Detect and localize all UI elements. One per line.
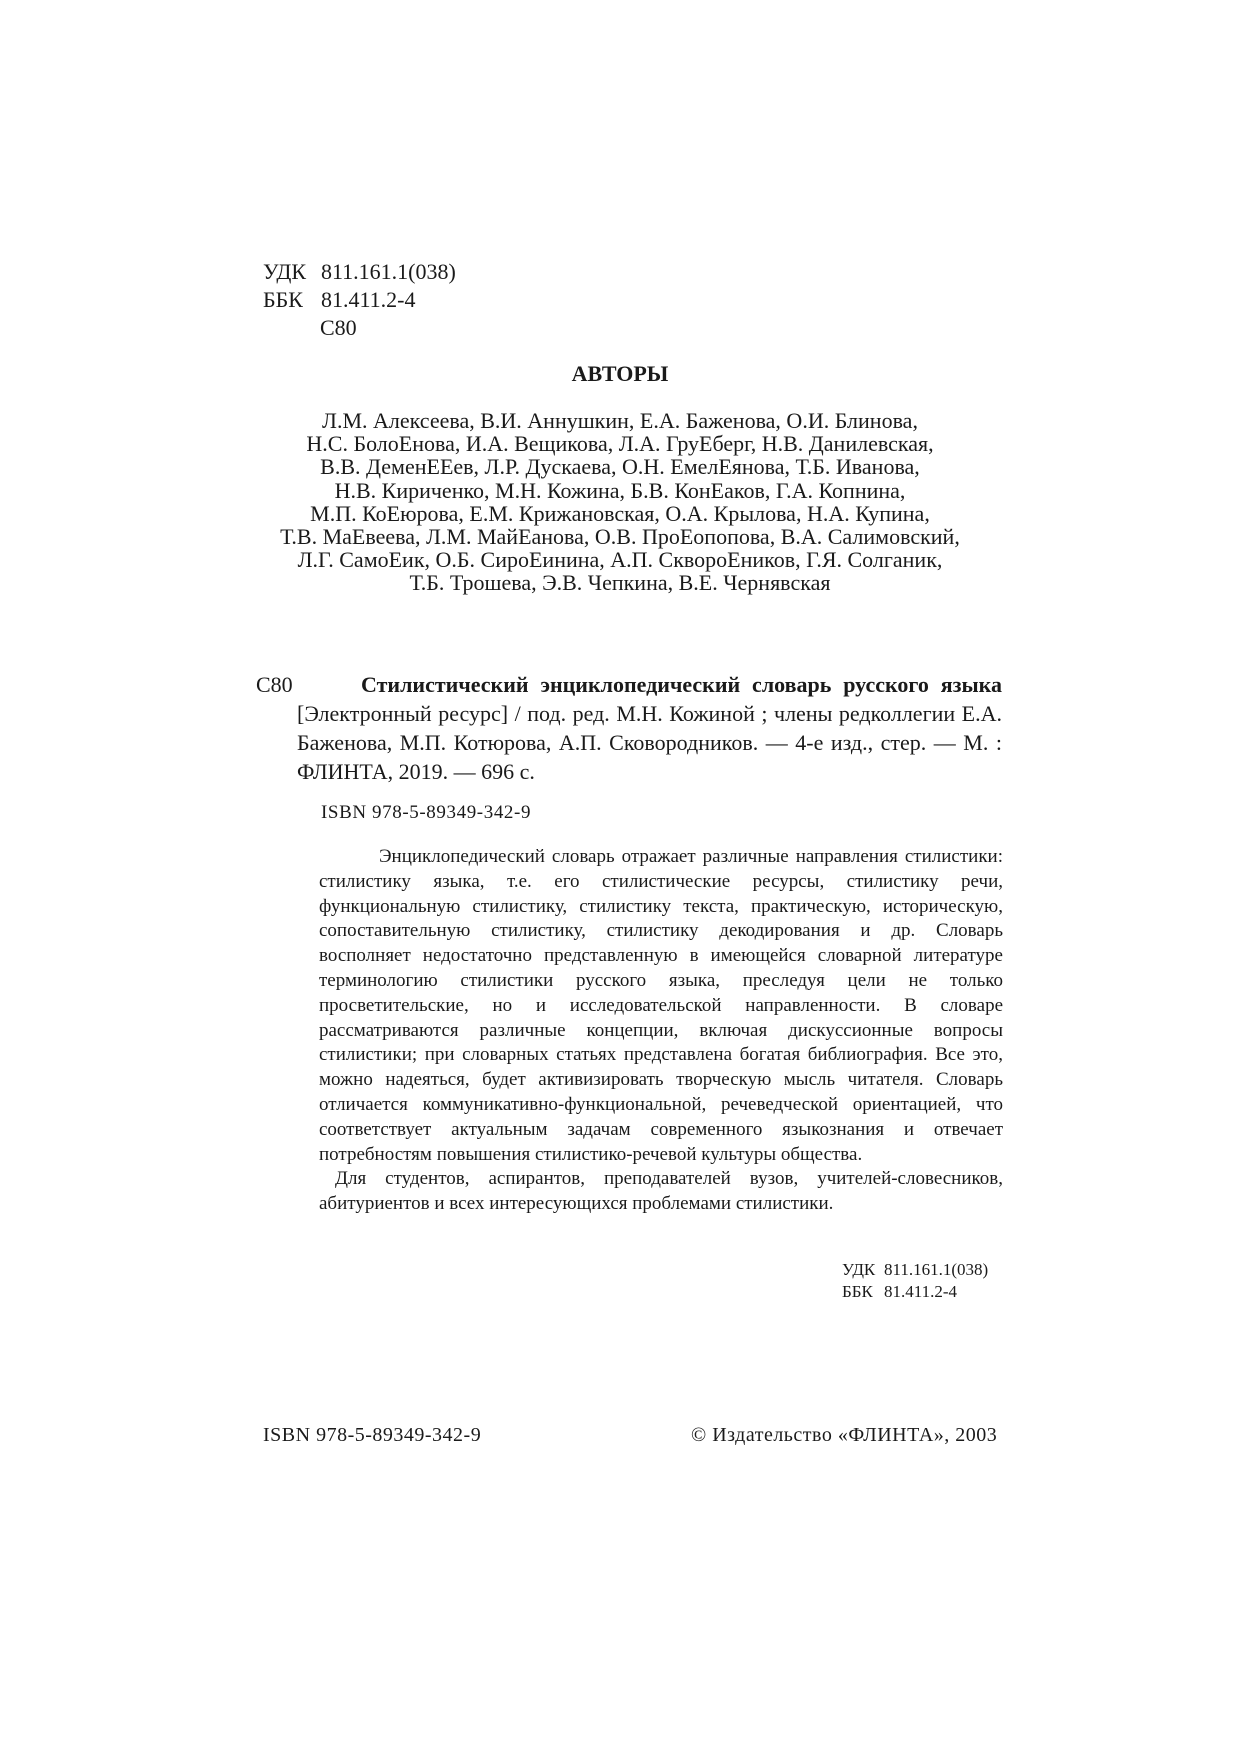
- authors-list: [0, 409, 1240, 595]
- bibliographic-entry: [297, 670, 1002, 786]
- footer-udk-row: [842, 1259, 988, 1281]
- bbk-row: [263, 286, 456, 314]
- footer-classification-codes: [842, 1259, 988, 1303]
- footer-isbn: ISBN 978-5-89349-342-9: [263, 1424, 482, 1446]
- udk-value: 811.161.1(038): [321, 259, 456, 284]
- bibliography-author-mark: С80: [256, 672, 293, 697]
- copyright-notice: © Издательство «ФЛИНТА», 2003: [691, 1424, 998, 1446]
- footer-udk-label: УДК: [842, 1260, 876, 1279]
- classification-codes: [263, 258, 456, 342]
- authors-line: Н.С. БолоЕнова, И.А. Вещикова, Л.А. ГруЕберг, Н.В. Данилевская,: [306, 431, 934, 457]
- udk-label: УДК: [263, 259, 307, 284]
- annotation-description: Энциклопедический словарь отражает различные направления стилистики: стилистику языка, т.е. его стилистические ресурсы, стилистику речи, функциональную стилистику, стилистику текста, практическую, историческую, сопоставительную стилистику, стилистику декодирования и др. Словарь восполняет недостаточно представленную в имеющейся словарной литературе терминологию стилистики русского языка, преследуя цели не только просветительские, но и исследовательской направленности. В словаре рассматриваются различные концепции, включая дискуссионные вопросы стилистики; при словарных статьях представлена богатая библиография. Все это, можно надеяться, будет активизировать творческую мысль читателя. Словарь отличается коммуникативно-функциональной, речеведческой ориентацией, что соответствует актуальным задачам современного языкознания и отвечает потребностям повышения стилистико-речевой культуры общества.: [319, 846, 1003, 1165]
- footer-bbk-row: [842, 1281, 988, 1303]
- authors-line: В.В. ДеменЕЕев, Л.Р. Дускаева, О.Н. ЕмелЕянова, Т.Б. Иванова,: [320, 454, 920, 480]
- isbn-entry: ISBN 978-5-89349-342-9: [321, 802, 532, 823]
- authors-line: Л.М. Алексеева, В.И. Аннушкин, Е.А. Баженова, О.И. Блинова,: [322, 408, 918, 433]
- bibliographic-details: [Электронный ресурс] / под. ред. М.Н. Кожиной ; члены редколлегии Е.А. Баженова, М.П. Котюрова, А.П. Сковородников. — 4-е изд., стер. — М. : ФЛИНТА, 2019. — 696 с.: [297, 701, 1002, 784]
- annotation: [319, 845, 1003, 1217]
- authors-line: Т.В. МаЕвеева, Л.М. МайЕанова, О.В. ПроЕопопова, В.А. Салимовский,: [280, 524, 960, 550]
- bbk-label: ББК: [263, 287, 303, 312]
- author-mark: С80: [320, 315, 357, 340]
- authors-line: М.П. КоЕюрова, Е.М. Крижановская, О.А. Крылова, Н.А. Купина,: [310, 500, 930, 526]
- book-title: Стилистический энциклопедический словарь русского языка: [361, 672, 1002, 697]
- annotation-audience: Для студентов, аспирантов, преподавателей вузов, учителей-словесников, абитуриентов и всех интересующихся проблемами стилистики.: [319, 1168, 1003, 1215]
- authors-line: Т.Б. Трошева, Э.В. Чепкина, В.Е. Чернявская: [409, 570, 831, 596]
- udk-row: [263, 258, 456, 286]
- authors-line: Л.Г. СамоЕик, О.Б. СироЕинина, А.П. СквороЕников, Г.Я. Солганик,: [297, 547, 943, 573]
- bbk-value: 81.411.2-4: [321, 287, 416, 312]
- authors-heading: АВТОРЫ: [571, 361, 669, 386]
- footer-bbk-value: 81.411.2-4: [884, 1282, 958, 1301]
- footer-bbk-label: ББК: [842, 1282, 873, 1301]
- footer-udk-value: 811.161.1(038): [884, 1260, 989, 1279]
- authors-line: Н.В. Кириченко, М.Н. Кожина, Б.В. КонЕаков, Г.А. Копнина,: [334, 477, 906, 503]
